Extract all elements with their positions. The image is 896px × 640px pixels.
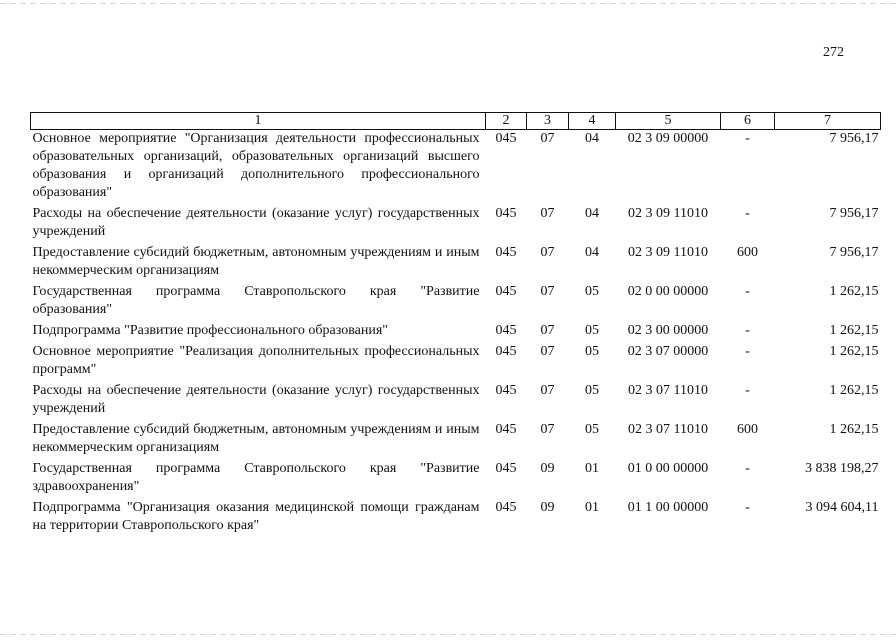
row-amount: 1 262,15 [829,383,879,398]
row-description: Подпрограмма "Организация оказания медицинской помощи гражданам на территории Ставропольского края" [32,500,480,533]
row-amount: 1 262,15 [829,422,879,437]
row-description: Подпрограмма "Развитие профессионального образования" [32,323,388,338]
row-amount: 7 956,17 [829,245,879,260]
row-amount: 7 956,17 [829,131,879,146]
row-expense-type: - [745,284,750,299]
row-target-article: 01 0 00 00000 [627,461,709,476]
row-description: Предоставление субсидий бюджетным, автономным учреждениям и иным некоммерческим организациям [32,245,480,278]
row-ministry-code: 045 [495,323,517,338]
header-col-1: 1 [31,113,486,130]
scan-edge-bottom [0,634,896,635]
row-target-article: 02 3 07 00000 [627,344,709,359]
row-ministry-code: 045 [495,245,517,260]
header-col-6: 6 [721,113,775,130]
row-description: Расходы на обеспечение деятельности (оказание услуг) государственных учреждений [32,383,480,416]
row-section: 07 [540,383,555,398]
row-target-article: 02 3 00 00000 [627,323,709,338]
row-subsection: 04 [585,131,599,146]
row-section: 07 [540,284,555,299]
header-col-4: 4 [569,113,616,130]
row-subsection: 01 [585,500,599,515]
table-row [31,499,881,538]
row-target-article: 02 0 00 00000 [627,284,709,299]
row-description: Государственная программа Ставропольского края "Развитие образования" [32,284,480,317]
page-number: 272 [823,45,844,60]
row-amount: 3 094 604,11 [805,500,879,515]
header-col-3: 3 [527,113,569,130]
row-description: Расходы на обеспечение деятельности (оказание услуг) государственных учреждений [32,206,480,239]
table-row [31,322,881,343]
table-row [31,205,881,244]
row-target-article: 02 3 09 00000 [627,131,709,146]
row-subsection: 05 [585,422,599,437]
row-ministry-code: 045 [495,422,517,437]
header-col-5: 5 [616,113,721,130]
table-row [31,460,881,499]
row-ministry-code: 045 [495,461,517,476]
row-ministry-code: 045 [495,131,517,146]
row-target-article: 02 3 07 11010 [628,422,708,437]
row-ministry-code: 045 [495,284,517,299]
row-description: Предоставление субсидий бюджетным, автономным учреждениям и иным некоммерческим организациям [32,422,480,455]
scan-edge-top [0,3,896,4]
row-expense-type: - [745,323,750,338]
table-row [31,382,881,421]
column-number-header [31,113,881,130]
row-subsection: 05 [585,383,599,398]
row-amount: 7 956,17 [829,206,879,221]
row-section: 07 [540,344,555,359]
row-expense-type: 600 [737,422,758,437]
table-row [31,244,881,283]
row-expense-type: - [745,383,750,398]
row-subsection: 04 [585,245,599,260]
row-subsection: 05 [585,284,599,299]
row-amount: 3 838 198,27 [805,461,879,476]
budget-table [30,112,881,538]
row-target-article: 02 3 09 11010 [628,245,708,260]
table-row [31,130,881,206]
row-target-article: 02 3 09 11010 [628,206,708,221]
row-section: 07 [540,422,555,437]
table-row [31,343,881,382]
row-amount: 1 262,15 [829,344,879,359]
row-subsection: 04 [585,206,599,221]
row-expense-type: - [745,344,750,359]
row-expense-type: - [745,461,750,476]
row-expense-type: 600 [737,245,758,260]
row-subsection: 01 [585,461,599,476]
table-row [31,283,881,322]
row-expense-type: - [745,131,750,146]
row-section: 07 [540,206,555,221]
table-row [31,421,881,460]
header-col-2: 2 [486,113,527,130]
row-amount: 1 262,15 [829,284,879,299]
row-ministry-code: 045 [495,206,517,221]
row-ministry-code: 045 [495,500,517,515]
row-description: Основное мероприятие "Организация деятельности профессиональных образовательных организаций, образовательных организаций высшего образования и организаций дополнительного профессионального образования" [32,131,480,200]
row-section: 07 [540,245,555,260]
row-description: Основное мероприятие "Реализация дополнительных профессиональных программ" [32,344,480,377]
row-subsection: 05 [585,344,599,359]
row-target-article: 01 1 00 00000 [627,500,709,515]
row-expense-type: - [745,206,750,221]
row-target-article: 02 3 07 11010 [628,383,708,398]
row-section: 09 [540,461,555,476]
row-section: 09 [540,500,555,515]
header-col-7: 7 [775,113,881,130]
row-section: 07 [540,323,555,338]
row-expense-type: - [745,500,750,515]
row-subsection: 05 [585,323,599,338]
row-ministry-code: 045 [495,344,517,359]
row-description: Государственная программа Ставропольского края "Развитие здравоохранения" [32,461,480,494]
row-section: 07 [540,131,555,146]
row-amount: 1 262,15 [829,323,879,338]
row-ministry-code: 045 [495,383,517,398]
